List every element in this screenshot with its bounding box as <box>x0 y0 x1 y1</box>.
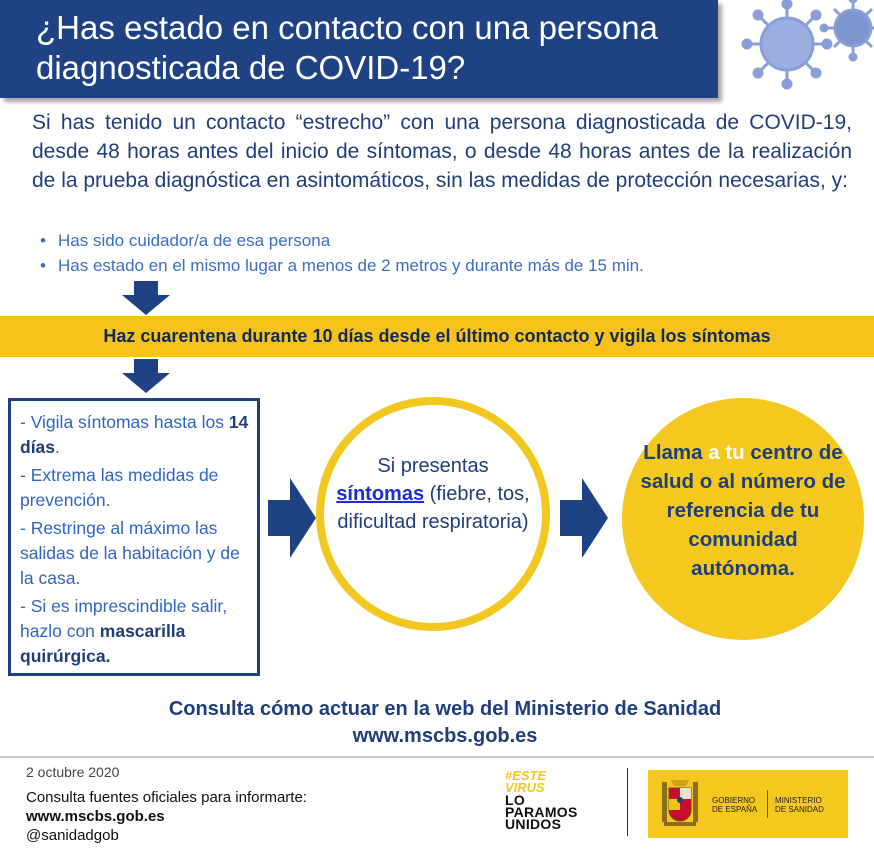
spain-shield-icon <box>658 776 702 832</box>
list-item: - Restringe al máximo las salidas de la habitación y de la casa. <box>20 518 240 588</box>
virus-icon <box>735 0 874 106</box>
ministry-label: MINISTERIO DE SANIDAD <box>775 796 824 814</box>
list-item: - Extrema las medidas de prevención. <box>20 465 219 510</box>
publish-date: 2 octubre 2020 <box>26 764 120 780</box>
footer-divider <box>0 756 874 758</box>
symptoms-link[interactable]: síntomas <box>336 483 425 505</box>
footer-web-link[interactable]: www.mscbs.gob.es <box>26 808 165 825</box>
logo-separator <box>767 790 768 818</box>
arrow-down-icon <box>122 359 170 393</box>
list-item: • Has estado en el mismo lugar a menos de 2 metros y durante más de 15 min. <box>40 256 644 275</box>
symptoms-text: Si presentas síntomas (fiebre, tos, dificultad respiratoria) <box>336 455 530 533</box>
bullet-list <box>40 228 860 278</box>
title-line-1: ¿Has estado en contacto con una persona <box>36 9 658 46</box>
arrow-down-icon <box>122 281 170 315</box>
footer-info: Consulta fuentes oficiales para informarte: www.mscbs.gob.es @sanidadgob <box>26 789 307 844</box>
list-item: - Si es imprescindible salir, hazlo con mascarilla quirúrgica. <box>20 596 228 666</box>
list-item: • Has sido cuidador/a de esa persona <box>40 231 331 250</box>
consult-link[interactable]: www.mscbs.gob.es <box>352 725 538 747</box>
consult-message <box>0 696 874 750</box>
page-title <box>36 8 716 88</box>
list-item: - Vigila síntomas hasta los 14 días. <box>20 412 249 457</box>
call-text: Llama a tu centro de salud o al número de referencia de tu comunidad autónoma. <box>640 441 846 580</box>
campaign-logo: #ESTE VIRUS LO PARAMOS UNIDOS <box>505 768 578 832</box>
footer-handle[interactable]: @sanidadgob <box>26 827 119 844</box>
intro-paragraph: Si has tenido un contacto “estrecho” con una persona diagnosticada de COVID-19, desde 48 horas antes del inicio de síntomas, o desde 48 horas antes de la realización de la prueba diagnóstica en asintomáticos, sin las medidas de protección necesarias, y: <box>32 111 852 192</box>
recommendations-list <box>20 410 258 672</box>
arrow-right-icon <box>268 478 316 558</box>
consult-line: Consulta cómo actuar en la web del Ministerio de Sanidad <box>168 698 722 720</box>
footer-vertical-divider <box>627 768 628 836</box>
arrow-right-icon <box>560 478 608 558</box>
government-label: GOBIERNO DE ESPAÑA <box>712 796 758 814</box>
quarantine-text: Haz cuarentena durante 10 días desde el último contacto y vigila los síntomas <box>103 326 771 346</box>
title-line-2: diagnosticada de COVID-19? <box>36 49 466 86</box>
